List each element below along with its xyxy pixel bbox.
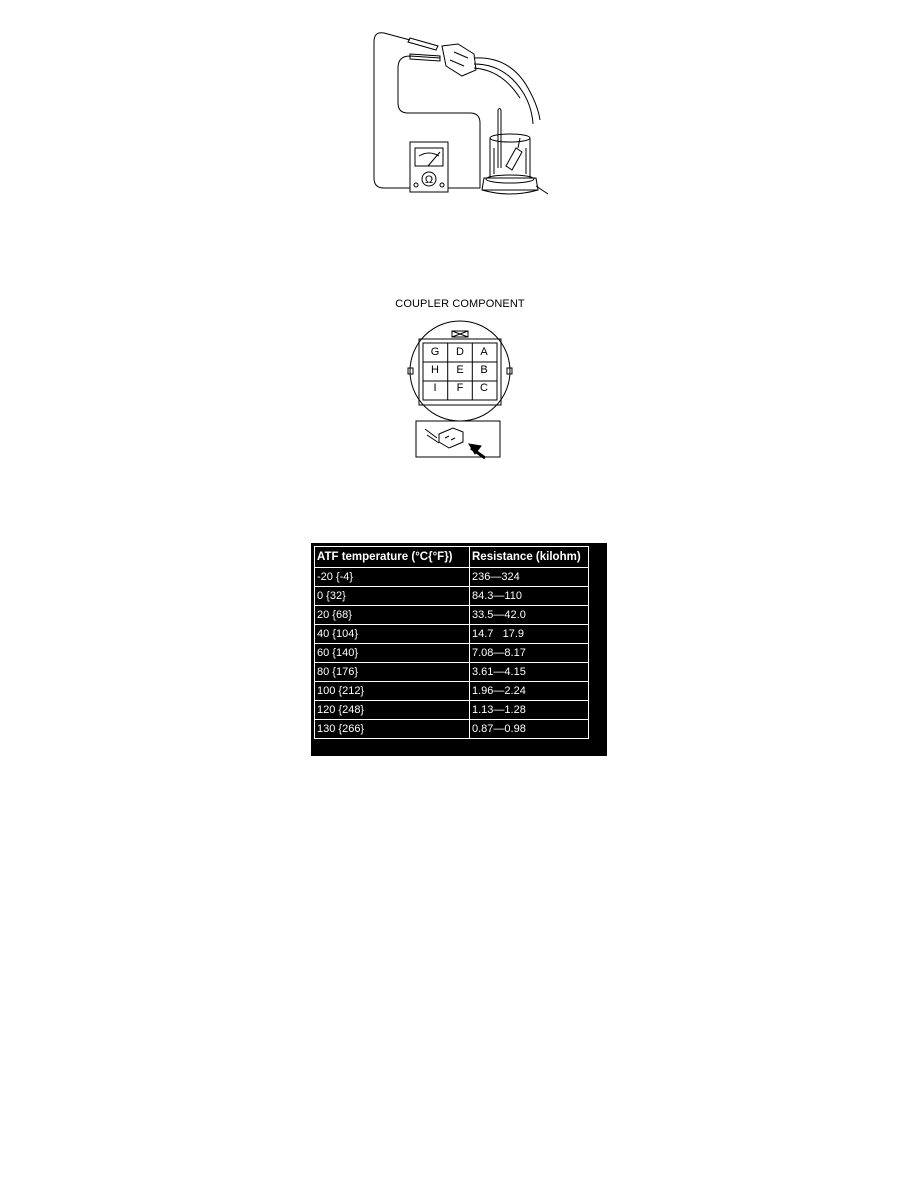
table-row [315,663,589,682]
table-row [315,568,589,587]
ohm-symbol: Ω [424,174,434,186]
table-row [315,720,589,739]
header-resistance: Resistance (kilohm) [470,547,589,568]
temperature-cell: 120 {248} [315,701,470,720]
temperature-cell: 60 {140} [315,644,470,663]
pin-label-c: C [480,382,488,394]
resistance-cell: 0.87—0.98 [470,720,589,739]
resistance-cell: 1.96—2.24 [470,682,589,701]
resistance-cell: 84.3—110 [470,587,589,606]
table-header-row [315,547,589,568]
pin-label-i: I [433,382,437,394]
resistance-cell: 3.61—4.15 [470,663,589,682]
temperature-cell: 100 {212} [315,682,470,701]
resistance-cell: 1.13—1.28 [470,701,589,720]
coupler-title: COUPLER COMPONENT [395,298,525,310]
temperature-cell: 40 {104} [315,625,470,644]
table-row [315,701,589,720]
pin-label-g: G [430,346,440,358]
resistance-cell: 33.5—42.0 [470,606,589,625]
resistance-spec-table [314,546,589,739]
resistance-cell: 7.08—8.17 [470,644,589,663]
pin-label-b: B [480,364,488,376]
pin-label-d: D [456,346,464,358]
pin-label-a: A [480,346,488,358]
resistance-table [311,543,607,756]
pin-label-e: E [456,364,464,376]
coupler-component-figure [385,296,535,461]
temperature-cell: 80 {176} [315,663,470,682]
table-row [315,587,589,606]
temperature-cell: 0 {32} [315,587,470,606]
table-row [315,644,589,663]
pin-label-h: H [431,364,439,376]
pin-label-f: F [456,382,464,394]
table-row [315,625,589,644]
ohmmeter-test-illustration [370,28,555,203]
table-row [315,606,589,625]
resistance-cell: 236—324 [470,568,589,587]
resistance-cell: 14.7 17.9 [470,625,589,644]
table-row [315,682,589,701]
temperature-cell: 130 {266} [315,720,470,739]
header-atf-temperature: ATF temperature (°C{°F}) [315,547,470,568]
temperature-cell: 20 {68} [315,606,470,625]
temperature-cell: -20 {-4} [315,568,470,587]
